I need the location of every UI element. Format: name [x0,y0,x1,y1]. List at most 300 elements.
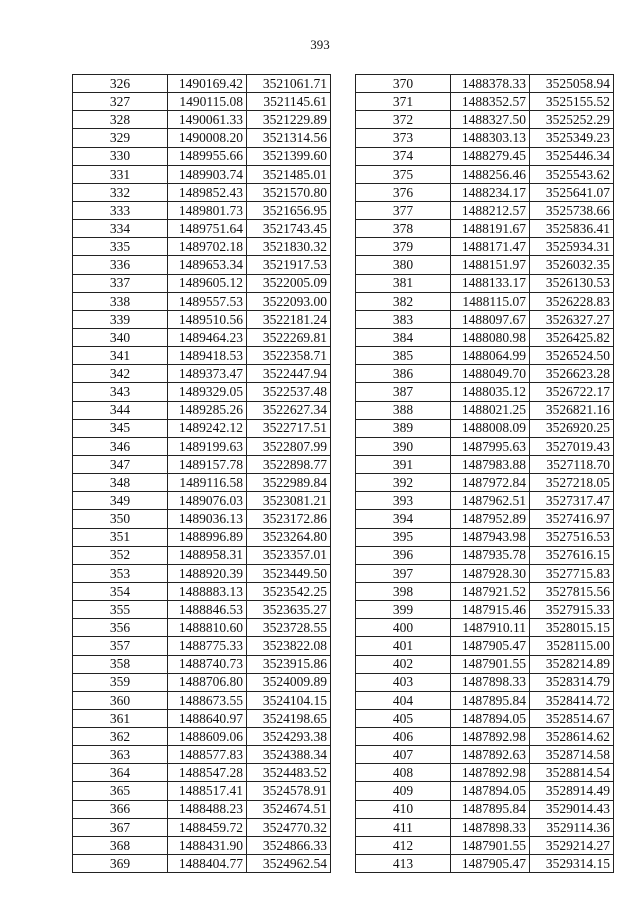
y-coordinate-cell: 3523357.01 [247,546,331,564]
x-coordinate-cell: 1489702.18 [168,238,247,256]
table-row [356,93,614,111]
y-coordinate-cell: 3521399.60 [247,147,331,165]
table-row [356,836,614,854]
table-row [73,328,331,346]
x-coordinate-cell: 1488212.57 [451,201,530,219]
page-number: 393 [310,37,330,52]
point-number-cell: 326 [73,75,168,93]
x-coordinate-cell: 1487962.51 [451,492,530,510]
table-row [73,673,331,691]
y-coordinate-cell: 3521570.80 [247,183,331,201]
x-coordinate-cell: 1487995.63 [451,437,530,455]
point-number-cell: 330 [73,147,168,165]
y-coordinate-cell: 3523728.55 [247,619,331,637]
point-number-cell: 349 [73,492,168,510]
point-number-cell: 363 [73,746,168,764]
point-number-cell: 369 [73,855,168,873]
y-coordinate-cell: 3529014.43 [530,800,614,818]
y-coordinate-cell: 3525155.52 [530,93,614,111]
y-coordinate-cell: 3521229.89 [247,111,331,129]
y-coordinate-cell: 3522358.71 [247,347,331,365]
y-coordinate-cell: 3524388.34 [247,746,331,764]
y-coordinate-cell: 3524198.65 [247,709,331,727]
x-coordinate-cell: 1488378.33 [451,75,530,93]
y-coordinate-cell: 3526228.83 [530,292,614,310]
x-coordinate-cell: 1488577.83 [168,746,247,764]
x-coordinate-cell: 1487895.84 [451,800,530,818]
point-number-cell: 389 [356,419,451,437]
y-coordinate-cell: 3528314.79 [530,673,614,691]
point-number-cell: 393 [356,492,451,510]
point-number-cell: 386 [356,365,451,383]
table-row [356,546,614,564]
table-row [73,183,331,201]
y-coordinate-cell: 3525252.29 [530,111,614,129]
x-coordinate-cell: 1488035.12 [451,383,530,401]
point-number-cell: 371 [356,93,451,111]
x-coordinate-cell: 1488517.41 [168,782,247,800]
table-row [73,75,331,93]
point-number-cell: 396 [356,546,451,564]
y-coordinate-cell: 3523081.21 [247,492,331,510]
y-coordinate-cell: 3527516.53 [530,528,614,546]
x-coordinate-cell: 1487905.47 [451,637,530,655]
y-coordinate-cell: 3527815.56 [530,582,614,600]
y-coordinate-cell: 3521743.45 [247,220,331,238]
x-coordinate-cell: 1487894.05 [451,782,530,800]
point-number-cell: 341 [73,347,168,365]
y-coordinate-cell: 3522807.99 [247,437,331,455]
y-coordinate-cell: 3524578.91 [247,782,331,800]
x-coordinate-cell: 1488151.97 [451,256,530,274]
y-coordinate-cell: 3522447.94 [247,365,331,383]
x-coordinate-cell: 1487901.55 [451,836,530,854]
point-number-cell: 397 [356,564,451,582]
x-coordinate-cell: 1488064.99 [451,347,530,365]
table-row [356,437,614,455]
point-number-cell: 350 [73,510,168,528]
table-row [356,728,614,746]
x-coordinate-cell: 1489036.13 [168,510,247,528]
x-coordinate-cell: 1487892.98 [451,728,530,746]
table-row [356,220,614,238]
point-number-cell: 401 [356,637,451,655]
table-row [73,800,331,818]
table-row [73,582,331,600]
x-coordinate-cell: 1488049.70 [451,365,530,383]
y-coordinate-cell: 3522537.48 [247,383,331,401]
x-coordinate-cell: 1488279.45 [451,147,530,165]
point-number-cell: 412 [356,836,451,854]
table-row [73,238,331,256]
x-coordinate-cell: 1488459.72 [168,818,247,836]
x-coordinate-cell: 1488097.67 [451,310,530,328]
y-coordinate-cell: 3522717.51 [247,419,331,437]
table-row [356,474,614,492]
x-coordinate-cell: 1487952.89 [451,510,530,528]
x-coordinate-cell: 1488958.31 [168,546,247,564]
y-coordinate-cell: 3523822.08 [247,637,331,655]
y-coordinate-cell: 3524674.51 [247,800,331,818]
y-coordinate-cell: 3528514.67 [530,709,614,727]
point-number-cell: 399 [356,601,451,619]
x-coordinate-cell: 1488431.90 [168,836,247,854]
table-row [73,347,331,365]
x-coordinate-cell: 1490169.42 [168,75,247,93]
table-row [356,855,614,873]
table-row [356,510,614,528]
table-row [356,691,614,709]
x-coordinate-cell: 1488171.47 [451,238,530,256]
point-number-cell: 374 [356,147,451,165]
x-coordinate-cell: 1488609.06 [168,728,247,746]
point-number-cell: 332 [73,183,168,201]
y-coordinate-cell: 3526722.17 [530,383,614,401]
y-coordinate-cell: 3521314.56 [247,129,331,147]
coordinates-table-right [355,74,614,873]
point-number-cell: 336 [73,256,168,274]
table-row [356,347,614,365]
table-row [356,492,614,510]
x-coordinate-cell: 1489199.63 [168,437,247,455]
y-coordinate-cell: 3527218.05 [530,474,614,492]
point-number-cell: 345 [73,419,168,437]
y-coordinate-cell: 3523264.80 [247,528,331,546]
point-number-cell: 344 [73,401,168,419]
point-number-cell: 373 [356,129,451,147]
x-coordinate-cell: 1489076.03 [168,492,247,510]
point-number-cell: 378 [356,220,451,238]
table-row [73,746,331,764]
point-number-cell: 342 [73,365,168,383]
y-coordinate-cell: 3521656.95 [247,201,331,219]
x-coordinate-cell: 1490115.08 [168,93,247,111]
x-coordinate-cell: 1487943.98 [451,528,530,546]
x-coordinate-cell: 1488008.09 [451,419,530,437]
y-coordinate-cell: 3526524.50 [530,347,614,365]
table-row [73,836,331,854]
point-number-cell: 352 [73,546,168,564]
x-coordinate-cell: 1487895.84 [451,691,530,709]
point-number-cell: 331 [73,165,168,183]
table-row [356,746,614,764]
x-coordinate-cell: 1488191.67 [451,220,530,238]
point-number-cell: 388 [356,401,451,419]
x-coordinate-cell: 1489285.26 [168,401,247,419]
y-coordinate-cell: 3526130.53 [530,274,614,292]
x-coordinate-cell: 1488846.53 [168,601,247,619]
point-number-cell: 381 [356,274,451,292]
x-coordinate-cell: 1487972.84 [451,474,530,492]
point-number-cell: 382 [356,292,451,310]
point-number-cell: 407 [356,746,451,764]
y-coordinate-cell: 3525543.62 [530,165,614,183]
table-row [73,93,331,111]
x-coordinate-cell: 1489157.78 [168,455,247,473]
table-row [73,855,331,873]
x-coordinate-cell: 1487905.47 [451,855,530,873]
x-coordinate-cell: 1489373.47 [168,365,247,383]
table-row [73,709,331,727]
point-number-cell: 403 [356,673,451,691]
table-row [73,383,331,401]
table-row [73,292,331,310]
point-number-cell: 394 [356,510,451,528]
point-number-cell: 348 [73,474,168,492]
y-coordinate-cell: 3521830.32 [247,238,331,256]
x-coordinate-cell: 1488706.80 [168,673,247,691]
table-row [73,528,331,546]
y-coordinate-cell: 3527317.47 [530,492,614,510]
y-coordinate-cell: 3524293.38 [247,728,331,746]
table-row [356,147,614,165]
y-coordinate-cell: 3521061.71 [247,75,331,93]
y-coordinate-cell: 3529314.15 [530,855,614,873]
x-coordinate-cell: 1489751.64 [168,220,247,238]
table-row [73,129,331,147]
point-number-cell: 384 [356,328,451,346]
y-coordinate-cell: 3521485.01 [247,165,331,183]
y-coordinate-cell: 3526821.16 [530,401,614,419]
table-row [73,492,331,510]
table-row [356,365,614,383]
x-coordinate-cell: 1489418.53 [168,347,247,365]
table-row [356,619,614,637]
point-number-cell: 400 [356,619,451,637]
y-coordinate-cell: 3525934.31 [530,238,614,256]
y-coordinate-cell: 3526032.35 [530,256,614,274]
table-row [73,818,331,836]
x-coordinate-cell: 1488640.97 [168,709,247,727]
x-coordinate-cell: 1488404.77 [168,855,247,873]
x-coordinate-cell: 1487892.63 [451,746,530,764]
y-coordinate-cell: 3529114.36 [530,818,614,836]
table-row [73,601,331,619]
x-coordinate-cell: 1487898.33 [451,818,530,836]
y-coordinate-cell: 3525446.34 [530,147,614,165]
table-row [356,564,614,582]
y-coordinate-cell: 3528914.49 [530,782,614,800]
table-row [356,655,614,673]
x-coordinate-cell: 1487901.55 [451,655,530,673]
table-row [356,455,614,473]
x-coordinate-cell: 1489329.05 [168,383,247,401]
y-coordinate-cell: 3522627.34 [247,401,331,419]
table-row [73,401,331,419]
y-coordinate-cell: 3526623.28 [530,365,614,383]
x-coordinate-cell: 1489510.56 [168,310,247,328]
table-row [356,256,614,274]
point-number-cell: 339 [73,310,168,328]
table-row [356,183,614,201]
point-number-cell: 328 [73,111,168,129]
table-row [356,582,614,600]
point-number-cell: 391 [356,455,451,473]
x-coordinate-cell: 1488740.73 [168,655,247,673]
table-row [356,310,614,328]
table-row [73,637,331,655]
y-coordinate-cell: 3527019.43 [530,437,614,455]
y-coordinate-cell: 3524483.52 [247,764,331,782]
table-row [73,310,331,328]
x-coordinate-cell: 1489955.66 [168,147,247,165]
table-row [73,455,331,473]
point-number-cell: 375 [356,165,451,183]
table-row [73,655,331,673]
point-number-cell: 379 [356,238,451,256]
table-row [356,383,614,401]
point-number-cell: 355 [73,601,168,619]
table-row [356,601,614,619]
x-coordinate-cell: 1488920.39 [168,564,247,582]
y-coordinate-cell: 3521145.61 [247,93,331,111]
x-coordinate-cell: 1487983.88 [451,455,530,473]
table-row [356,129,614,147]
x-coordinate-cell: 1488352.57 [451,93,530,111]
x-coordinate-cell: 1489653.34 [168,256,247,274]
point-number-cell: 362 [73,728,168,746]
x-coordinate-cell: 1487910.11 [451,619,530,637]
point-number-cell: 361 [73,709,168,727]
point-number-cell: 338 [73,292,168,310]
point-number-cell: 327 [73,93,168,111]
x-coordinate-cell: 1488234.17 [451,183,530,201]
point-number-cell: 402 [356,655,451,673]
point-number-cell: 340 [73,328,168,346]
point-number-cell: 364 [73,764,168,782]
point-number-cell: 356 [73,619,168,637]
y-coordinate-cell: 3524962.54 [247,855,331,873]
y-coordinate-cell: 3527416.97 [530,510,614,528]
x-coordinate-cell: 1488256.46 [451,165,530,183]
table-row [356,111,614,129]
point-number-cell: 408 [356,764,451,782]
table-row [356,419,614,437]
x-coordinate-cell: 1488547.28 [168,764,247,782]
point-number-cell: 360 [73,691,168,709]
x-coordinate-cell: 1490008.20 [168,129,247,147]
y-coordinate-cell: 3522269.81 [247,328,331,346]
y-coordinate-cell: 3528015.15 [530,619,614,637]
table-row [73,365,331,383]
point-number-cell: 413 [356,855,451,873]
x-coordinate-cell: 1488673.55 [168,691,247,709]
x-coordinate-cell: 1488133.17 [451,274,530,292]
y-coordinate-cell: 3528814.54 [530,764,614,782]
y-coordinate-cell: 3522181.24 [247,310,331,328]
table-row [73,274,331,292]
table-row [356,818,614,836]
y-coordinate-cell: 3523635.27 [247,601,331,619]
table-row [356,328,614,346]
y-coordinate-cell: 3525836.41 [530,220,614,238]
y-coordinate-cell: 3527118.70 [530,455,614,473]
table-row [356,528,614,546]
x-coordinate-cell: 1488810.60 [168,619,247,637]
point-number-cell: 347 [73,455,168,473]
table-row [356,637,614,655]
y-coordinate-cell: 3528115.00 [530,637,614,655]
point-number-cell: 365 [73,782,168,800]
y-coordinate-cell: 3527616.15 [530,546,614,564]
y-coordinate-cell: 3528714.58 [530,746,614,764]
x-coordinate-cell: 1489557.53 [168,292,247,310]
table-row [356,292,614,310]
x-coordinate-cell: 1489605.12 [168,274,247,292]
x-coordinate-cell: 1489464.23 [168,328,247,346]
x-coordinate-cell: 1488775.33 [168,637,247,655]
point-number-cell: 377 [356,201,451,219]
table-row [356,673,614,691]
x-coordinate-cell: 1488021.25 [451,401,530,419]
table-row [356,274,614,292]
point-number-cell: 346 [73,437,168,455]
y-coordinate-cell: 3521917.53 [247,256,331,274]
x-coordinate-cell: 1487935.78 [451,546,530,564]
x-coordinate-cell: 1488303.13 [451,129,530,147]
table-row [73,564,331,582]
point-number-cell: 395 [356,528,451,546]
x-coordinate-cell: 1487892.98 [451,764,530,782]
table-row [73,510,331,528]
point-number-cell: 387 [356,383,451,401]
point-number-cell: 353 [73,564,168,582]
x-coordinate-cell: 1487921.52 [451,582,530,600]
table-row [356,201,614,219]
y-coordinate-cell: 3525349.23 [530,129,614,147]
y-coordinate-cell: 3522093.00 [247,292,331,310]
y-coordinate-cell: 3525058.94 [530,75,614,93]
point-number-cell: 337 [73,274,168,292]
x-coordinate-cell: 1490061.33 [168,111,247,129]
point-number-cell: 343 [73,383,168,401]
y-coordinate-cell: 3523915.86 [247,655,331,673]
point-number-cell: 390 [356,437,451,455]
y-coordinate-cell: 3527715.83 [530,564,614,582]
point-number-cell: 367 [73,818,168,836]
y-coordinate-cell: 3526327.27 [530,310,614,328]
table-row [356,800,614,818]
table-row [73,728,331,746]
point-number-cell: 335 [73,238,168,256]
point-number-cell: 359 [73,673,168,691]
y-coordinate-cell: 3528214.89 [530,655,614,673]
point-number-cell: 380 [356,256,451,274]
point-number-cell: 409 [356,782,451,800]
x-coordinate-cell: 1488883.13 [168,582,247,600]
table-row [73,764,331,782]
x-coordinate-cell: 1488080.98 [451,328,530,346]
y-coordinate-cell: 3523172.86 [247,510,331,528]
table-row [73,165,331,183]
point-number-cell: 351 [73,528,168,546]
point-number-cell: 405 [356,709,451,727]
x-coordinate-cell: 1489801.73 [168,201,247,219]
x-coordinate-cell: 1488115.07 [451,292,530,310]
point-number-cell: 398 [356,582,451,600]
x-coordinate-cell: 1487898.33 [451,673,530,691]
table-row [73,619,331,637]
table-row [73,419,331,437]
table-row [73,111,331,129]
point-number-cell: 329 [73,129,168,147]
point-number-cell: 357 [73,637,168,655]
table-row [73,546,331,564]
point-number-cell: 334 [73,220,168,238]
table-row [73,691,331,709]
point-number-cell: 392 [356,474,451,492]
y-coordinate-cell: 3524866.33 [247,836,331,854]
